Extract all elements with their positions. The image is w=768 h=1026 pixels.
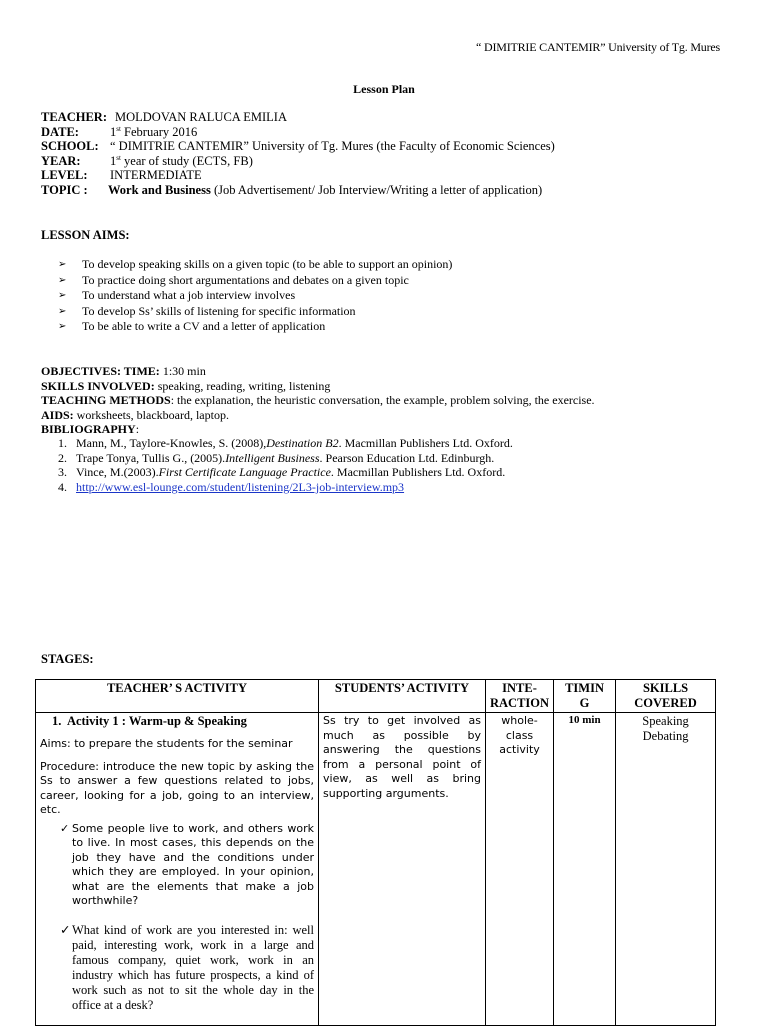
list-item: ➢ To develop Ss’ skills of listening for specific information xyxy=(58,303,356,318)
date-value: 1st February 2016 xyxy=(110,124,198,139)
activity-procedure: Procedure: introduce the new topic by asking the Ss to answer a few questions related to jobs, career, looking for a job, going to an interview, etc. xyxy=(40,759,314,816)
year-value: 1st year of study (ECTS, FB) xyxy=(110,153,253,168)
activity-title: 1. Activity 1 : Warm-up & Speaking xyxy=(52,714,247,728)
arrowhead-bullet-icon: ➢ xyxy=(58,274,67,286)
topic-row xyxy=(41,183,555,198)
list-item: 2. Trape Tonya, Tullis G., (2005). Intelligent Business . Pearson Education Ltd. Edinburgh. xyxy=(58,450,495,465)
teacher-activity-cell xyxy=(36,713,319,1026)
list-item: 4. http://www.esl-lounge.com/student/listening/2L3-job-interview.mp3 xyxy=(58,479,405,494)
activity-aims: Aims: to prepare the students for the seminar xyxy=(40,737,293,750)
level-label: LEVEL: xyxy=(41,168,88,182)
time-row: OBJECTIVES: TIME: 1:30 min xyxy=(41,364,206,378)
teacher-value: MOLDOVAN RALUCA EMILIA xyxy=(115,110,287,124)
checkmark-bullet-icon: ✓ xyxy=(60,922,71,937)
list-item: ✓ What kind of work are you interested in: well paid, interesting work, work in a large and famous company, quiet work, work in an industry which has future prospects, a kind of work such as not to sit the whole day in the office at a desk? xyxy=(60,922,314,1012)
topic-value: Work and Business (Job Advertisement/ Job Interview/Writing a letter of application) xyxy=(108,182,543,197)
level-value: INTERMEDIATE xyxy=(110,168,202,182)
date-label: DATE: xyxy=(41,124,79,139)
table-row xyxy=(36,713,716,1026)
header-interaction: INTE- RACTION xyxy=(486,680,554,713)
arrowhead-bullet-icon: ➢ xyxy=(58,321,67,332)
arrowhead-bullet-icon: ➢ xyxy=(58,259,67,270)
teacher-label: TEACHER: xyxy=(41,110,107,124)
date-row xyxy=(41,125,555,140)
skills-row: SKILLS INVOLVED: speaking, reading, writing, listening xyxy=(41,378,331,393)
list-item: 3. Vince, M.(2003). First Certificate Language Practice . Macmillan Publishers Ltd. Oxford. xyxy=(58,465,506,480)
objectives-block xyxy=(41,364,595,437)
school-label: SCHOOL: xyxy=(41,139,99,153)
lesson-aims-title: LESSON AIMS: xyxy=(41,228,130,242)
school-row xyxy=(41,139,555,154)
methods-row: TEACHING METHODS: the explanation, the heuristic conversation, the example, problem solving, the exercise. xyxy=(41,393,595,408)
level-row xyxy=(41,168,555,183)
stages-title: STAGES: xyxy=(41,652,94,666)
lesson-aims-list xyxy=(58,257,452,335)
arrowhead-bullet-icon: ➢ xyxy=(58,305,67,317)
bibliography-list xyxy=(58,436,513,494)
year-label: YEAR: xyxy=(41,153,81,168)
header-timing: TIMIN G xyxy=(554,680,616,713)
year-row xyxy=(41,154,555,169)
arrowhead-bullet-icon: ➢ xyxy=(58,290,67,301)
checkmark-bullet-icon: ✓ xyxy=(60,821,70,835)
lesson-info xyxy=(41,110,555,197)
bibliography-link[interactable]: http://www.esl-lounge.com/student/listening/2L3-job-interview.mp3 xyxy=(76,479,405,494)
interaction-cell: whole-class activity xyxy=(486,713,554,1026)
header-teacher-activity: TEACHER’ S ACTIVITY xyxy=(36,680,319,713)
bibliography-title: BIBLIOGRAPHY: xyxy=(41,422,140,437)
header-students-activity: STUDENTS’ ACTIVITY xyxy=(319,680,486,713)
school-value: “ DIMITRIE CANTEMIR” University of Tg. Mures (the Faculty of Economic Sciences) xyxy=(110,139,555,153)
aids-row: AIDS: worksheets, blackboard, laptop. xyxy=(41,407,229,422)
timing-cell: 10 min xyxy=(554,713,616,1026)
list-item: ✓ Some people live to work, and others work to live. In most cases, this depends on the job they have and the conditions under which they are employed. In your opinion, what are the elements that make a job worthwhile? xyxy=(60,821,314,907)
table-header-row xyxy=(36,680,716,713)
page-title: Lesson Plan xyxy=(353,82,415,96)
stages-table xyxy=(35,679,716,1026)
teacher-row xyxy=(41,110,555,125)
list-item: ➢ To develop speaking skills on a given topic (to be able to support an opinion) xyxy=(58,257,453,271)
list-item: ➢ To be able to write a CV and a letter of application xyxy=(58,319,326,333)
university-header: “ DIMITRIE CANTEMIR” University of Tg. Mures xyxy=(476,40,720,54)
list-item: ➢ To practice doing short argumentations and debates on a given topic xyxy=(58,272,409,287)
skills-cell: Speaking Debating xyxy=(616,713,716,1026)
header-skills-covered: SKILLS COVERED xyxy=(616,680,716,713)
list-item: ➢ To understand what a job interview involves xyxy=(58,288,296,302)
topic-label: TOPIC : xyxy=(41,182,88,197)
students-activity-cell: Ss try to get involved as much as possible by answering the questions from a personal point of view, as well as bring supporting arguments. xyxy=(319,713,486,1026)
list-item: 1. Mann, M., Taylore-Knowles, S. (2008), Destination B2 . Macmillan Publishers Ltd. Oxford. xyxy=(58,436,513,450)
